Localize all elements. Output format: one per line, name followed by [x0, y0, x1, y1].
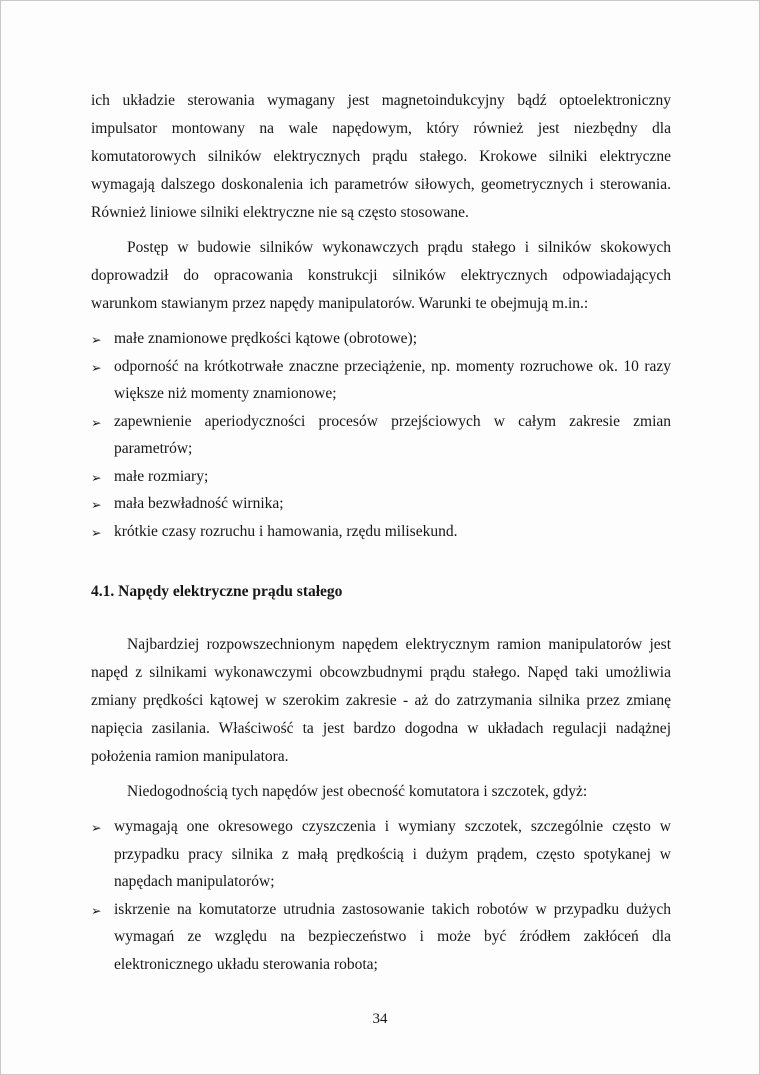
arrow-bullet-icon: ➢: [91, 902, 102, 918]
list-item: [91, 896, 671, 979]
list-item-text: małe znamionowe prędkości kątowe (obrotowe);: [114, 330, 418, 347]
list-item: [91, 490, 671, 518]
paragraph-intro-drawbacks: Niedogodnością tych napędów jest obecność komutatora i szczotek, gdyż:: [127, 783, 588, 800]
arrow-bullet-icon: ➢: [91, 469, 102, 485]
list-item-text: zapewnienie aperiodyczności procesów przejściowych w całym zakresie zmian parametrów;: [114, 412, 671, 457]
bullet-list-drawbacks: [91, 813, 671, 978]
list-item-text: krótkie czasy rozruchu i hamowania, rzędu milisekund.: [114, 522, 458, 540]
arrow-bullet-icon: ➢: [91, 359, 102, 375]
arrow-bullet-icon: ➢: [91, 414, 102, 430]
list-item: [91, 813, 671, 896]
list-item: [91, 325, 671, 353]
list-item: [91, 353, 671, 408]
arrow-bullet-icon: ➢: [91, 820, 102, 835]
list-item: [91, 408, 671, 463]
paragraph-continuation: ich układzie sterowania wymagany jest magnetoindukcyjny bądź optoelektroniczny impulsator montowany na wale napędowym, który również jest niezbędny dla komutatorowych silników elektrycznych prądu stałego. Krokowe silniki elektryczne wymagają dalszego doskonalenia ich parametrów siłowych, geometrycznych i sterowania. Również liniowe silniki elektryczne nie są często stosowane.: [91, 92, 671, 221]
paragraph-intro-requirements: Postęp w budowie silników wykonawczych prądu stałego i silników skokowych doprowadził do opracowania konstrukcji silników elektrycznych odpowiadających warunkom stawianym przez napędy manipulatorów. Warunki te obejmują m.in.:: [91, 239, 671, 312]
arrow-bullet-icon: ➢: [91, 332, 102, 347]
list-item-text: wymagają one okresowego czyszczenia i wymiany szczotek, szczególnie często w przypadku pracy silnika z małą prędkością i dużym prądem, często spotykanej w napędach manipulatorów;: [114, 818, 671, 890]
list-item-text: odporność na krótkotrwałe znaczne przeciążenie, np. momenty rozruchowe ok. 10 razy większe niż momenty znamionowe;: [114, 357, 671, 402]
list-item-text: małe rozmiary;: [114, 467, 209, 485]
page-content: [91, 87, 671, 985]
bullet-list-requirements: [91, 325, 671, 545]
list-item: [91, 463, 671, 491]
page-number: 34: [372, 1011, 388, 1027]
list-item-text: mała bezwładność wirnika;: [114, 495, 284, 512]
arrow-bullet-icon: ➢: [91, 497, 102, 512]
arrow-bullet-icon: ➢: [91, 524, 102, 540]
list-item: [91, 518, 671, 546]
list-item-text: iskrzenie na komutatorze utrudnia zastosowanie takich robotów w przypadku dużych wymagań ze względu na bezpieczeństwo i może być źródłem zakłóceń dla elektronicznego układu sterowania robota;: [114, 900, 671, 973]
section-heading: 4.1. Napędy elektryczne prądu stałego: [91, 583, 343, 600]
paragraph-dc-drives: Najbardziej rozpowszechnionym napędem elektrycznym ramion manipulatorów jest napęd z silnikami wykonawczymi obcowzbudnymi prądu stałego. Napęd taki umożliwia zmiany prędkości kątowej w szerokim zakresie - aż do zatrzymania silnika przez zmianę napięcia zasilania. Właściwość ta jest bardzo dogodna w układach regulacji nadążnej położenia ramion manipulatora.: [91, 636, 671, 765]
